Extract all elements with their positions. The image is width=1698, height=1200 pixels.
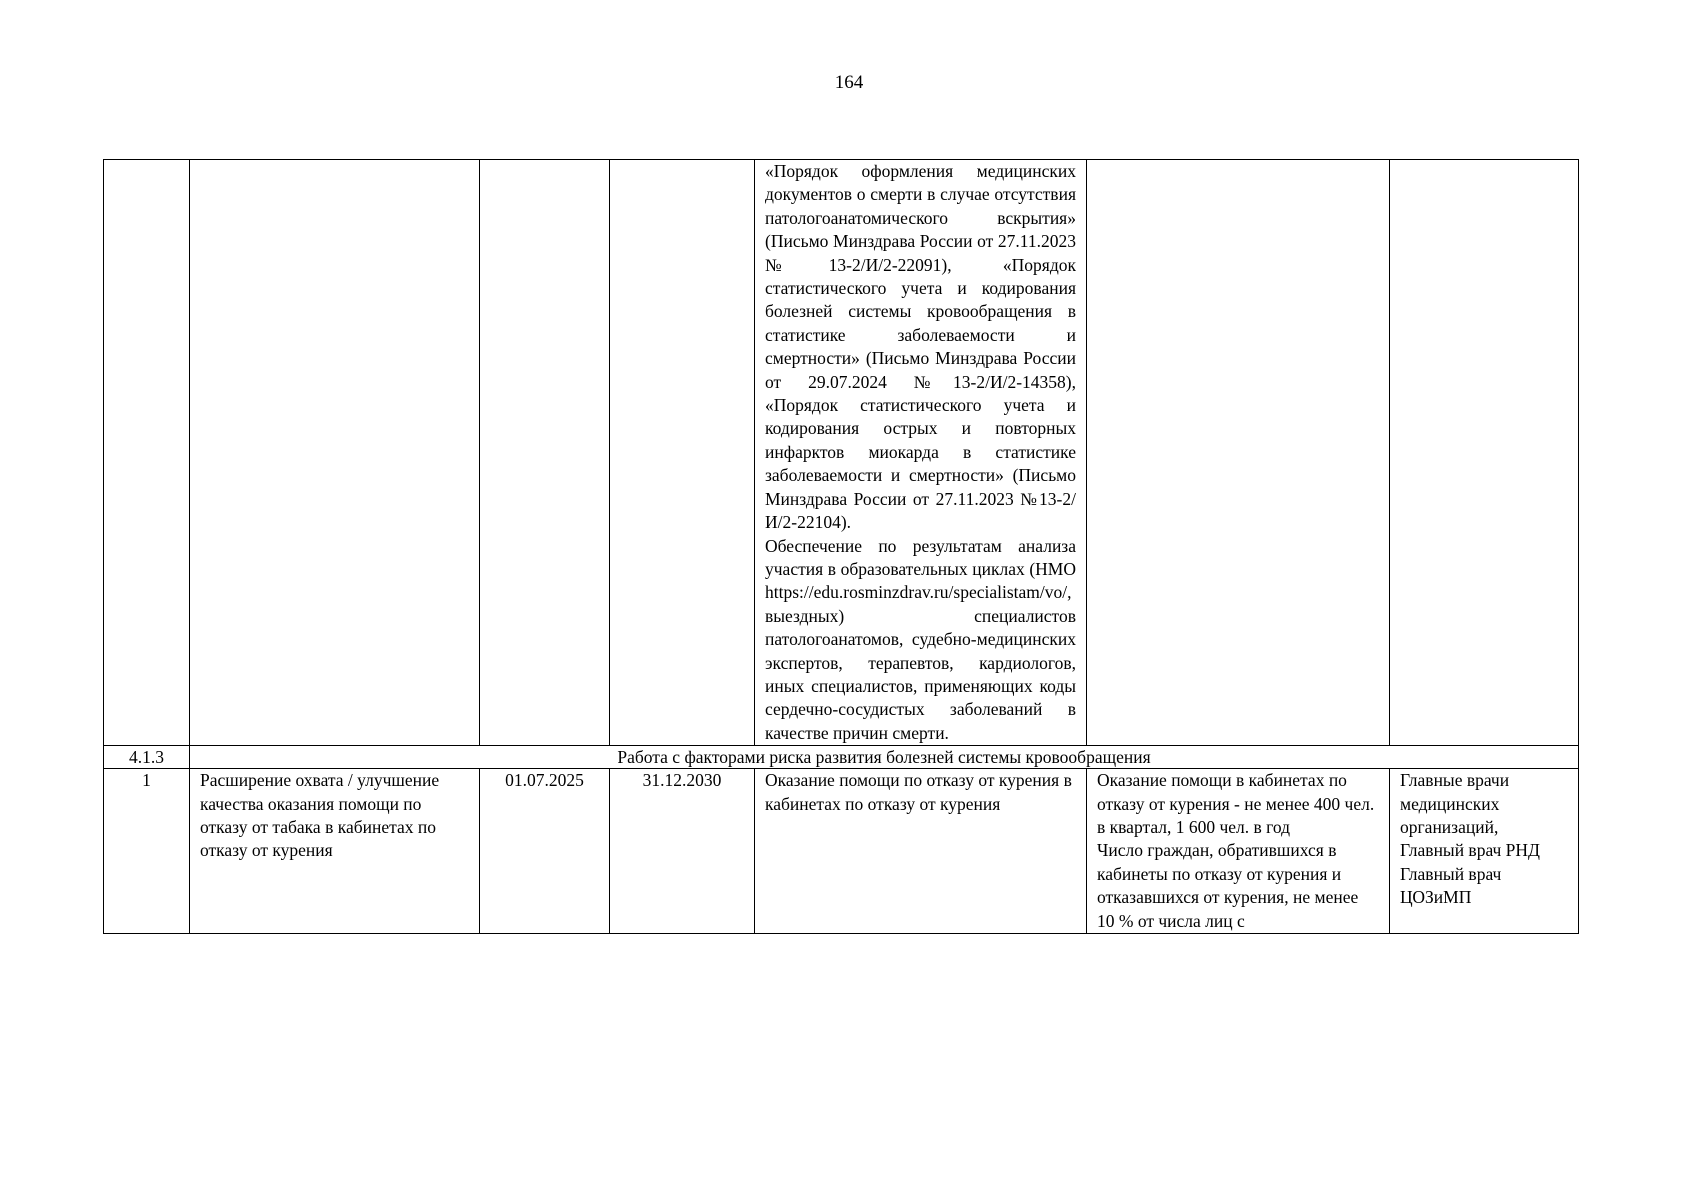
cell-end-empty xyxy=(610,160,755,746)
cell-start-empty xyxy=(480,160,610,746)
cell-num-empty xyxy=(104,160,190,746)
row-num: 1 xyxy=(104,769,190,934)
row-end-date: 31.12.2030 xyxy=(610,769,755,934)
continuation-row xyxy=(104,160,1579,746)
row-measure: Расширение охвата / улучшение качества оказания помощи по отказу от табака в кабинетах по отказу от курения xyxy=(190,769,480,934)
section-row xyxy=(104,746,1579,769)
section-code: 4.1.3 xyxy=(104,746,190,769)
row-responsible: Главные врачи медицинских организаций, Главный врач РНД Главный врач ЦОЗиМП xyxy=(1390,769,1579,934)
table-row xyxy=(104,769,1579,934)
cell-result-empty xyxy=(1087,160,1390,746)
cell-measure-empty xyxy=(190,160,480,746)
section-title: Работа с факторами риска развития болезней системы кровообращения xyxy=(190,746,1579,769)
row-result: Оказание помощи в кабинетах по отказу от курения - не менее 400 чел. в квартал, 1 600 чел. в год Число граждан, обратившихся в кабинеты по отказу от курения и отказавшихся от курения, не менее 10 % от числа лиц с xyxy=(1087,769,1390,934)
measures-table xyxy=(103,159,1579,934)
cell-responsible-empty xyxy=(1390,160,1579,746)
row-start-date: 01.07.2025 xyxy=(480,769,610,934)
page-number: 164 xyxy=(834,72,864,93)
row-description: Оказание помощи по отказу от курения в кабинетах по отказу от курения xyxy=(755,769,1087,934)
cell-description: «Порядок оформления медицинских документов о смерти в случае отсутствия патологоанатомического вскрытия» (Письмо Минздрава России от 27.11.2023 №13-2/И/2-22091), «Порядок статистического учета и кодирования болезней системы кровообращения в статистике заболеваемости и смертности» (Письмо Минздрава России от 29.07.2024 №13-2/И/2-14358), «Порядок статистического учета и кодирования острых и повторных инфарктов миокарда в статистике заболеваемости и смертности» (Письмо Минздрава России от 27.11.2023 №13-2/И/2-22104). Обеспечение по результатам анализа участия в образовательных циклах (НМО https://edu.rosminzdrav.ru/specialistam/vo/, выездных) специалистов патологоанатомов, судебно-медицинских экспертов, терапевтов, кардиологов, иных специалистов, применяющих коды сердечно-сосудистых заболеваний в качестве причин смерти. xyxy=(755,160,1087,746)
